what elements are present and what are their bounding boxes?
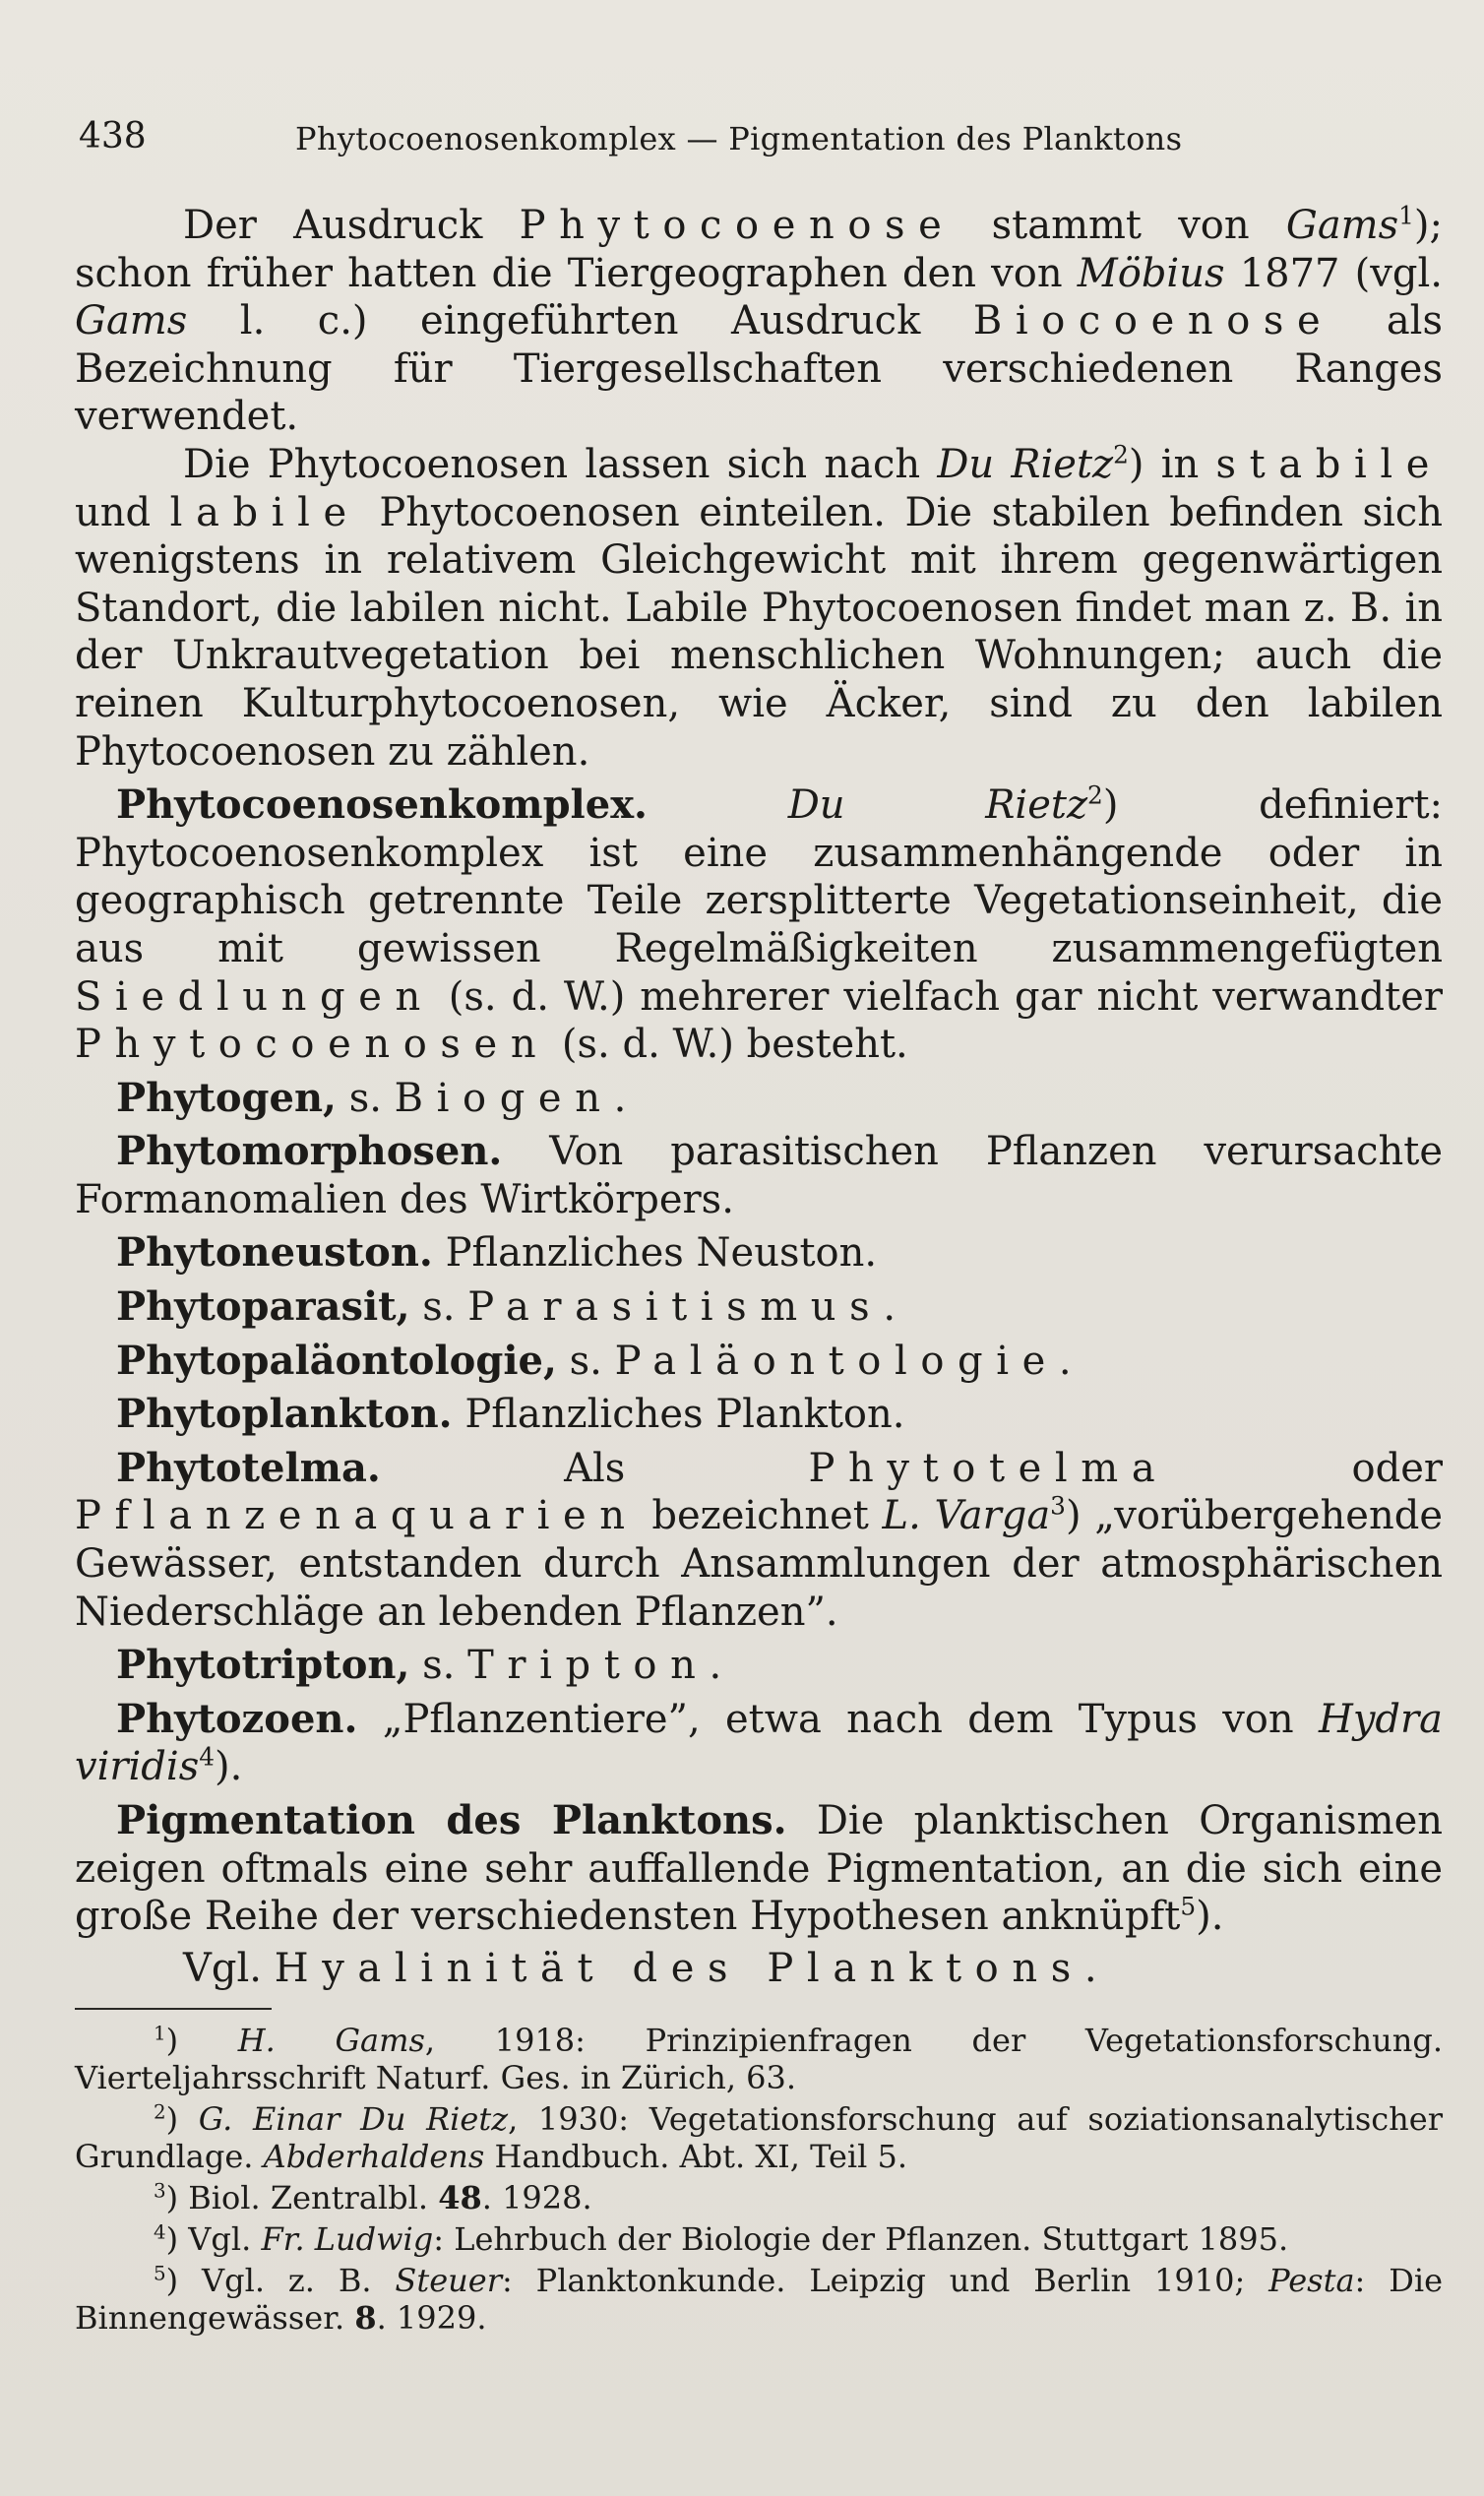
author-name: Du Rietz <box>937 441 1114 487</box>
entry-term: Phytomorphosen. <box>116 1128 503 1175</box>
paragraph-phytocoenose <box>75 202 1443 441</box>
text-span: ) „vorübergehende Gewässer, entstanden durch Ansammlungen der atmosphärischen Niederschläge an lebenden Pflanzen”. <box>75 1493 1443 1635</box>
text-span: und <box>75 489 170 535</box>
text-span: . <box>709 1643 722 1689</box>
entry-phytotripton <box>75 1642 1443 1690</box>
text-span: Von parasitischen Pflanzen verursachte Formanomalien des Wirtkörpers. <box>75 1129 1443 1222</box>
author-name: G. Einar Du Rietz <box>198 2100 509 2139</box>
entry-term: Phytoplankton. <box>116 1391 453 1438</box>
text-span: . <box>1058 1338 1072 1384</box>
author-name: Du Rietz <box>787 782 1088 829</box>
text-span: s. <box>409 1643 468 1689</box>
entry-term: Phytocoenosenkomplex. <box>116 781 648 829</box>
text-span: . <box>1083 1945 1097 1991</box>
footnote-number: 5 <box>154 2262 166 2285</box>
spaced-term: Biocoenose <box>972 298 1334 344</box>
text-span: „Pflanzentiere”, etwa nach dem Typus von <box>357 1696 1319 1742</box>
text-span: oder <box>1168 1445 1443 1491</box>
spaced-term: Siedlungen <box>75 973 434 1020</box>
volume-number: 8 <box>354 2299 377 2338</box>
footnotes <box>75 2022 1443 2337</box>
footnote-text: : Lehrbuch der Biologie der Pflanzen. Stuttgart 1895. <box>433 2220 1289 2259</box>
text-span: l. c.) eingeführten Ausdruck <box>187 298 973 344</box>
entry-term: Phytopaläontologie, <box>116 1337 557 1384</box>
text-span: Der Ausdruck <box>183 203 520 248</box>
cross-reference <box>75 1945 1443 1993</box>
text-span: ) in <box>1128 441 1216 487</box>
footnote-2: $^2$) G. Einar Du Rietz, 1930: Vegetationsforschung auf soziationsanalytischer Grundlage. Abderhaldens Handbuch. Abt. XI, Teil 5. <box>75 2100 1444 2176</box>
entry-pigmentation <box>75 1797 1443 1941</box>
footnote-ref: 5 <box>1180 1892 1197 1921</box>
footnote-4: $^4$) Vgl. Fr. Ludwig: Lehrbuch der Biologie der Pflanzen. Stuttgart 1895. <box>154 2220 1289 2259</box>
text-span: Die Phytocoenosen lassen sich nach <box>183 441 938 487</box>
spaced-term: Hyalinität des Planktons <box>274 1945 1084 1991</box>
main-text <box>75 202 1443 2340</box>
footnote-text: Handbuch. Abt. XI, Teil 5. <box>484 2138 908 2176</box>
text-span: ); schon früher hatten die Tiergeographen den von <box>75 203 1443 296</box>
footnote-number: 1 <box>154 2022 166 2045</box>
author-name: Abderhaldens <box>263 2138 485 2176</box>
entry-term: Phytotelma. <box>116 1444 381 1491</box>
text-span: s. <box>556 1338 615 1384</box>
text-span: ) definiert: Phytocoenosenkomplex ist eine zusammenhängende oder in geographisch getrennte Teile zersplitterte Vegetationseinheit, die aus mit gewissen Regelmäßigkeiten zusammengefügten <box>75 782 1444 971</box>
text-span: Pflanzliches Plankton. <box>452 1392 905 1438</box>
author-name: Möbius <box>1077 250 1225 296</box>
footnote-text: Vgl. <box>188 2220 262 2259</box>
text-span: s. <box>409 1284 468 1331</box>
entry-term: Pigmentation des Planktons. <box>116 1797 787 1843</box>
footnote-text: . 1928. <box>481 2179 592 2217</box>
text-span: . <box>613 1075 627 1121</box>
footnote-1: $^1$) H. Gams, 1918: Prinzipienfragen der Vegetationsforschung. Vierteljahrsschrift Naturf. Ges. in Zürich, 63. <box>75 2022 1444 2097</box>
text-span: (s. d. W.) mehrerer vielfach gar nicht verwandter <box>433 973 1443 1020</box>
author-name: L. Varga <box>882 1493 1051 1539</box>
footnote-text: Biol. Zentralbl. <box>188 2179 439 2217</box>
footnote-number: 2 <box>154 2100 166 2124</box>
footnote-divider <box>75 2008 272 2010</box>
author-name: Pesta <box>1268 2262 1355 2300</box>
text-span: Pflanzliches Neuston. <box>432 1230 878 1277</box>
text-span: als Bezeichnung für Tiergesellschaften verschiedenen Ranges verwendet. <box>75 298 1443 440</box>
entry-phytoneuston <box>75 1229 1443 1278</box>
spaced-term: Phytotelma <box>808 1445 1169 1491</box>
text-span: 1877 (vgl. <box>1224 250 1443 296</box>
footnote-5: $^5$) Vgl. z. B. Steuer: Planktonkunde. Leipzig und Berlin 1910; Pesta: Die Binnengewässer. 8. 1929. <box>75 2262 1444 2338</box>
footnote-text: : Die Binnengewässer. <box>75 2262 1444 2338</box>
spaced-term: Phytocoenosen <box>75 1022 550 1068</box>
page-header <box>79 116 1397 165</box>
footnote-text: . 1929. <box>376 2299 487 2338</box>
spaced-term: Biogen <box>394 1075 614 1121</box>
text-span: . <box>883 1284 897 1331</box>
footnote-text: : Planktonkunde. Leipzig und Berlin 1910; <box>501 2262 1269 2300</box>
text-span: stammt von <box>955 203 1286 248</box>
footnote-number: 4 <box>154 2220 166 2244</box>
footnote-text: , 1918: Prinzipienfragen der Vegetationsforschung. Vierteljahrsschrift Naturf. Ges. in Zürich, 63. <box>75 2022 1444 2097</box>
footnote-number: 3 <box>154 2179 166 2203</box>
spaced-term: Parasitismus <box>467 1284 884 1331</box>
entry-phytoparasit <box>75 1283 1443 1332</box>
entry-phytopalaeontologie <box>75 1338 1443 1386</box>
volume-number: 48 <box>438 2179 482 2217</box>
footnote-ref: 1 <box>1398 201 1414 230</box>
spaced-term: Pflanzenaquarien <box>75 1493 639 1539</box>
paragraph-stabil-labil <box>75 441 1443 776</box>
footnote-ref: 2 <box>1113 440 1129 469</box>
text-span: ). <box>215 1744 243 1790</box>
text-span: Die planktischen Organismen zeigen oftmals eine sehr auffallende Pigmentation, an die sich eine große Reihe der verschiedensten Hypothesen anknüpft <box>75 1798 1444 1940</box>
entry-term: Phytoparasit, <box>116 1283 410 1331</box>
entry-term: Phytozoen. <box>116 1695 358 1742</box>
footnote-ref: 3 <box>1050 1492 1066 1522</box>
entry-phytotelma <box>75 1445 1443 1636</box>
footnote-ref: 2 <box>1087 780 1103 810</box>
text-span: Phytocoenosen einteilen. Die stabilen befinden sich wenigstens in relativem Gleichgewicht mit ihrem gegenwärtigen Standort, die labilen nicht. Labile Phytocoenosen findet man z. B. in der Unkrautvegetation bei menschlichen Wohnungen; auch die reinen Kulturphytocoenosen, wie Äcker, sind zu den labilen Phytocoenosen zu zählen. <box>75 489 1443 775</box>
spaced-term: Tripton <box>467 1643 710 1689</box>
page-number: 438 <box>79 116 147 156</box>
author-name: Gams <box>75 298 188 344</box>
spaced-term: stabile <box>1215 441 1444 487</box>
footnote-3: $^3$) Biol. Zentralbl. 48. 1928. <box>154 2179 592 2217</box>
text-span: Als <box>380 1445 809 1491</box>
species-name: Hydra viridis <box>75 1696 1443 1790</box>
text-span: Vgl. <box>183 1945 275 1991</box>
footnote-ref: 4 <box>199 1743 216 1773</box>
text-span: (s. d. W.) besteht. <box>549 1022 908 1068</box>
entry-phytogen <box>75 1075 1443 1123</box>
author-name: Fr. Ludwig <box>261 2220 434 2259</box>
entry-phytomorphosen <box>75 1128 1443 1223</box>
spaced-term: Phytocoenose <box>519 203 956 248</box>
spaced-term: Paläontologie <box>614 1338 1059 1384</box>
footnote-text: , 1930: Vegetationsforschung auf soziationsanalytischer Grundlage. <box>75 2100 1444 2176</box>
entry-phytocoenosenkomplex <box>75 781 1443 1069</box>
spaced-term: labile <box>169 489 360 535</box>
entry-term: Phytotripton, <box>116 1642 410 1689</box>
entry-phytozoen <box>75 1696 1443 1791</box>
text-span: bezeichnet <box>638 1493 883 1539</box>
author-name: Steuer <box>395 2262 502 2300</box>
author-name: Gams <box>1285 203 1399 248</box>
entry-term: Phytoneuston. <box>116 1229 433 1277</box>
author-name: H. Gams <box>237 2022 425 2060</box>
text-span: s. <box>336 1075 395 1121</box>
running-head: Phytocoenosenkomplex — Pigmentation des Planktons <box>295 120 1183 157</box>
entry-phytoplankton <box>75 1391 1443 1439</box>
footnote-text: Vgl. z. B. <box>202 2262 396 2300</box>
entry-term: Phytogen, <box>116 1074 337 1121</box>
text-span: ). <box>1196 1894 1224 1940</box>
